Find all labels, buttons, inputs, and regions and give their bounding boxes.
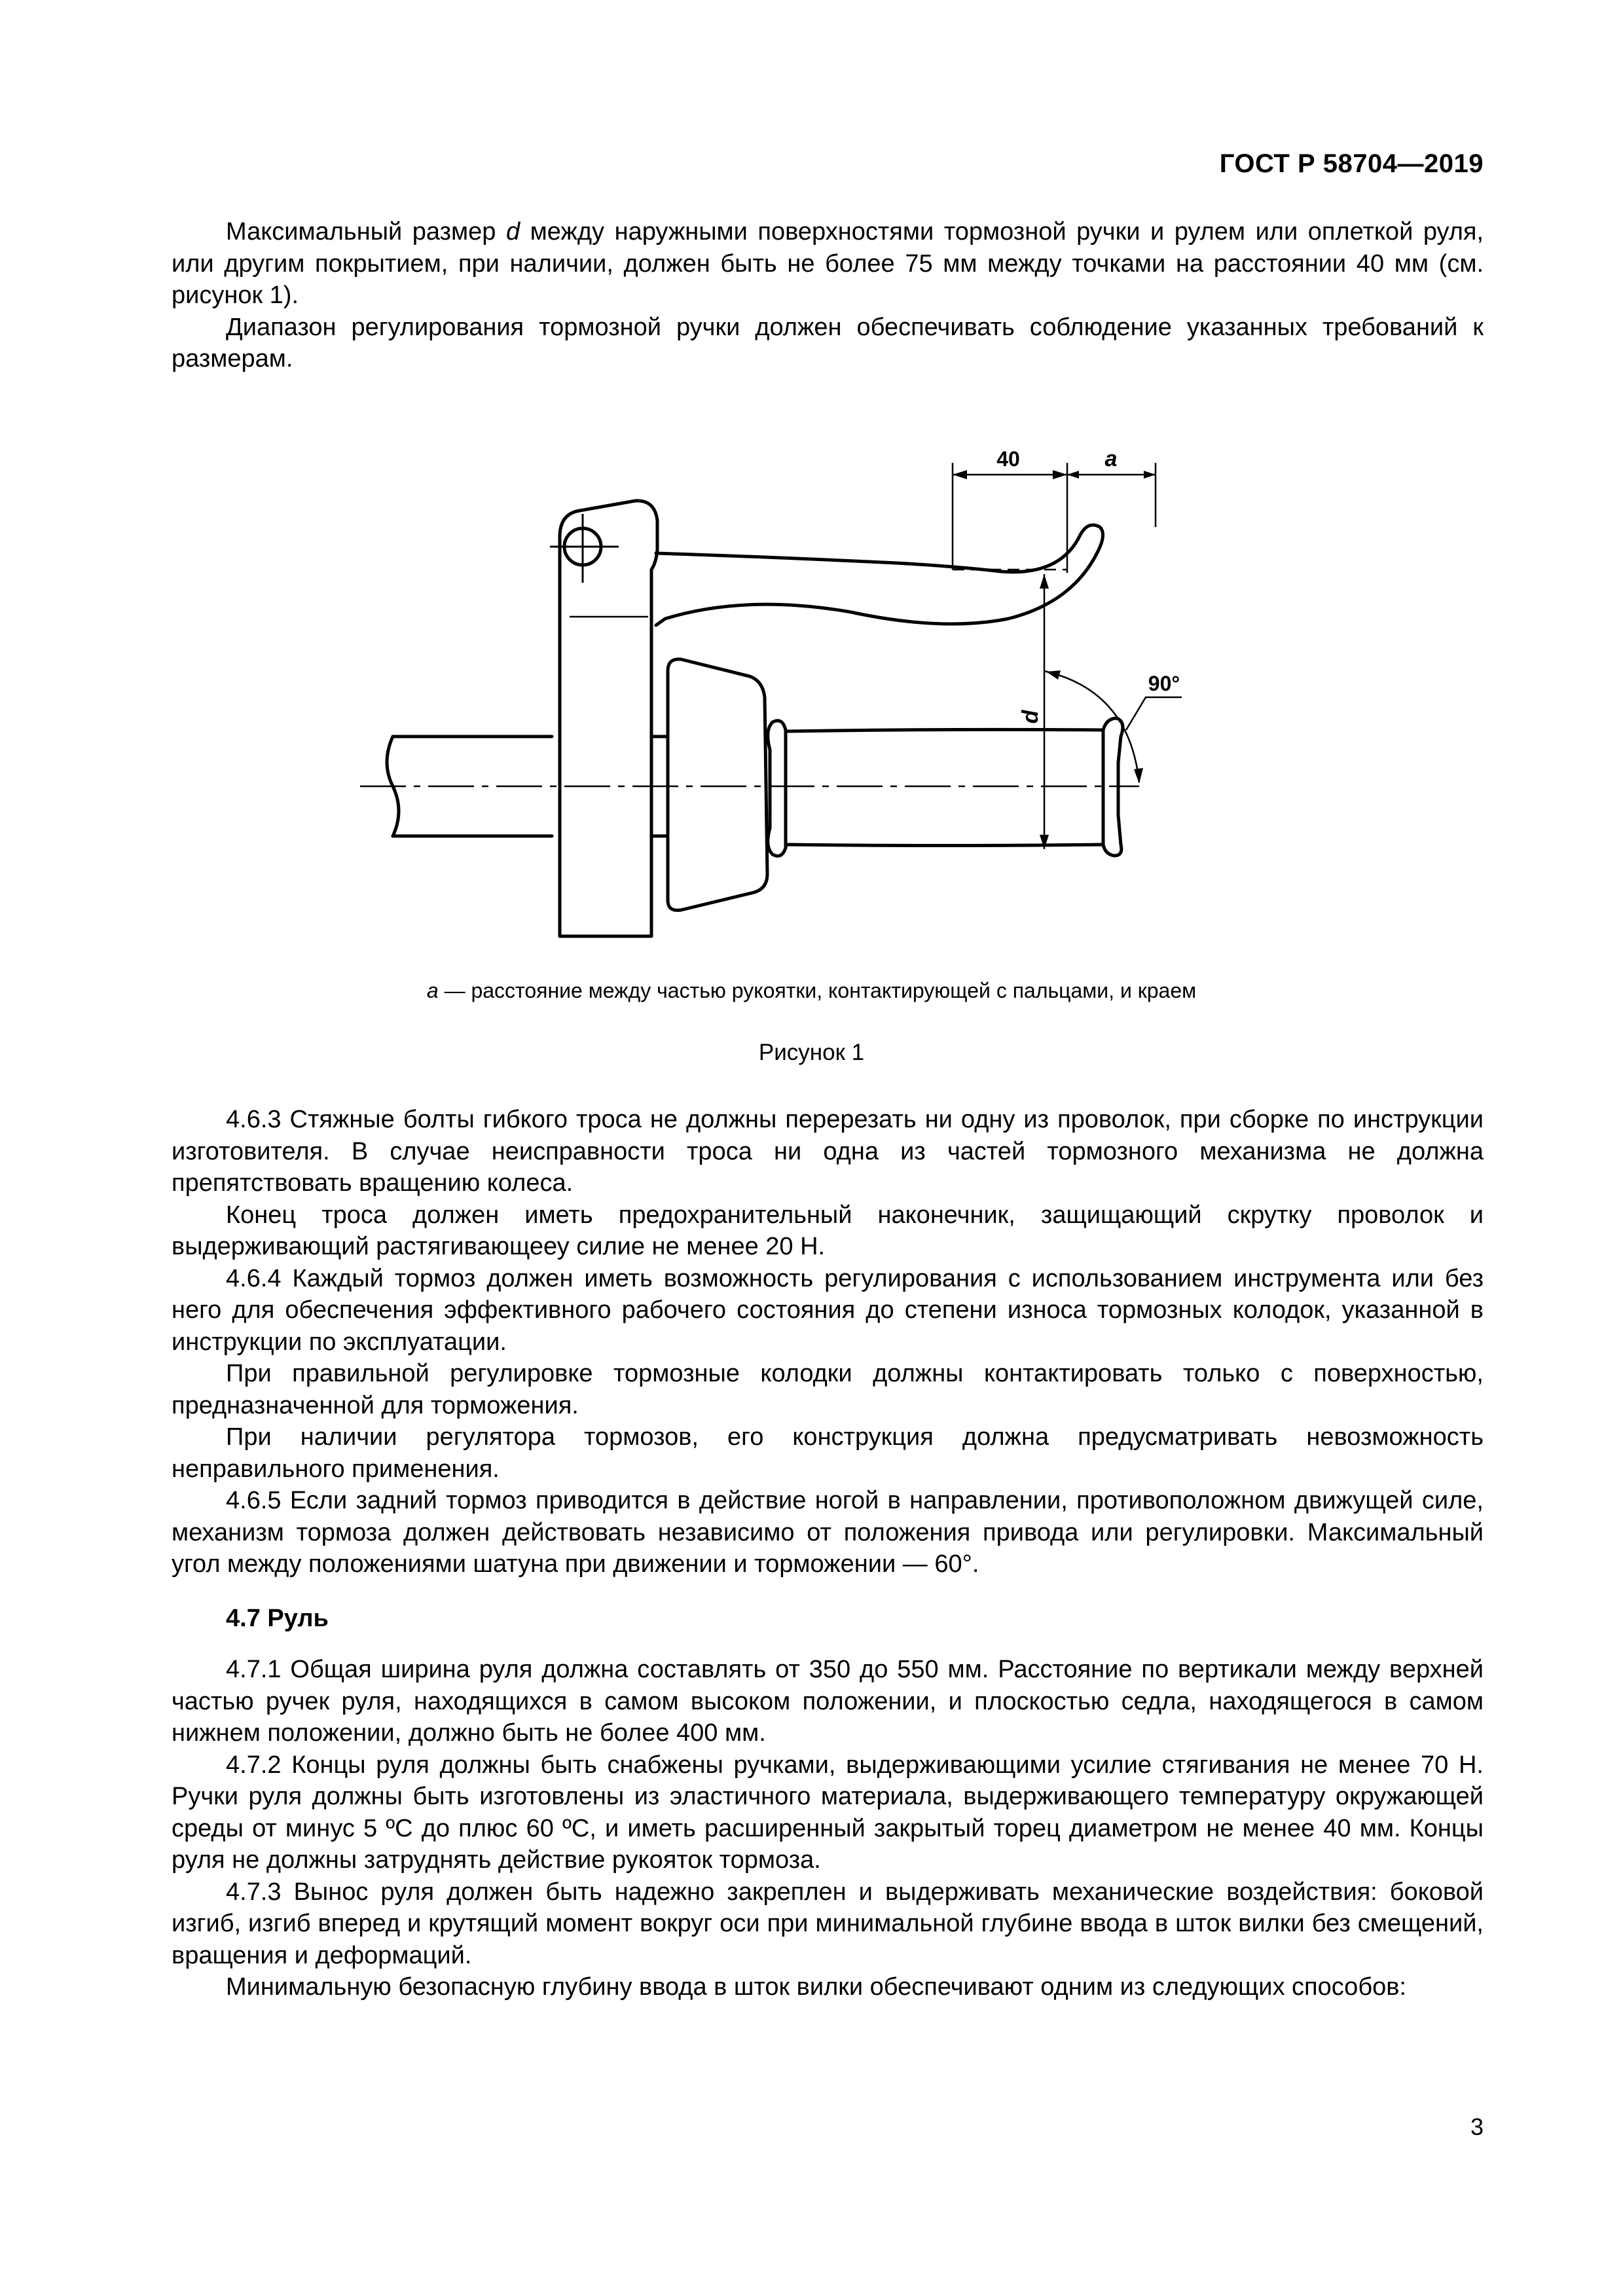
figure-note-symbol: a <box>426 979 439 1002</box>
page-number: 3 <box>1470 2113 1484 2140</box>
paragraph-4-6-5: 4.6.5 Если задний тормоз приводится в действие ногой в направлении, противоположном движущей силе, механизм тормоза должен действовать независимо от положения привода или регулировки. Максимальный угол между положениями шатуна при движении и торможении — 60°. <box>172 1487 1484 1578</box>
intro-text <box>172 216 1484 375</box>
angle-arc <box>1044 671 1139 782</box>
paragraph-4-6-4: 4.6.4 Каждый тормоз должен иметь возможность регулирования с использованием инструмента или без него для обеспечения эффективного рабочего состояния до степени износа тормозных колодок, указанной в инструкции по эксплуатации. <box>172 1264 1484 1356</box>
intro-paragraph-1: Максимальный размер d между наружными поверхностями тормозной ручки и рулем или оплеткой руля, или другим покрытием, при наличии, должен быть не более 75 мм между точками на расстоянии 40 мм (см. рисунок 1). <box>172 218 1484 309</box>
figure-1-drawing <box>354 422 1250 946</box>
body-text <box>172 1104 1484 2003</box>
document-header: ГОСТ Р 58704—2019 <box>1219 149 1484 178</box>
grip-collar <box>668 659 767 911</box>
paragraph-4-7-1: 4.7.1 Общая ширина руля должна составлять от 350 до 550 мм. Расстояние по вертикали между верхней частью ручек руля, находящихся в самом высоком положении, и плоскостью седла, находящегося в самом нижнем положении, должно быть не более 400 мм. <box>172 1656 1484 1747</box>
lever-clamp-body <box>560 501 657 936</box>
arrow-angle-bottom <box>1134 768 1143 784</box>
paragraph-4-7-2: 4.7.2 Концы руля должны быть снабжены ручками, выдерживающими усилие стягивания не менее 70 Н. Ручки руля должны быть изготовлены из эластичного материала, выдерживающего температуру окружающей среды от минус 5 ºС до плюс 60 ºС, и иметь расширенный закрытый торец диаметром не менее 40 мм. Концы руля не должны затруднять действие рукояток тормоза. <box>172 1751 1484 1874</box>
arrow-a-right <box>1144 471 1156 479</box>
dim-label-d: d <box>1018 710 1043 724</box>
paragraph-4-6-3: 4.6.3 Стяжные болты гибкого троса не должны перерезать ни одну из проволок, при сборке по инструкции изготовителя. В случае неисправности троса ни одна из частей тормозного механизма не должна препятствовать вращению колеса. <box>172 1106 1484 1197</box>
figure-note <box>0 979 1623 1003</box>
angle-label: 90° <box>1148 672 1180 695</box>
angle-leader <box>1126 697 1182 730</box>
dim-label-a: a <box>1104 446 1118 471</box>
paragraph-cable-end: Конец троса должен иметь предохранительный наконечник, защищающий скрутку проволок и выдерживающий растягивающееу силие не менее 20 Н. <box>172 1201 1484 1260</box>
paragraph-min-depth: Минимальную безопасную глубину ввода в шток вилки обеспечивают одним из следующих способов: <box>226 1973 1406 2001</box>
arrow-40-left <box>953 470 967 479</box>
figure-caption: Рисунок 1 <box>758 1040 865 1065</box>
figure-note-text: — расстояние между частью рукоятки, контактирующей с пальцами, и краем <box>438 979 1197 1002</box>
dim-label-40: 40 <box>996 447 1020 471</box>
paragraph-regulator: При наличии регулятора тормозов, его конструкция должна предусматривать невозможность неправильного применения. <box>172 1423 1484 1483</box>
arrow-40-right <box>1053 470 1067 479</box>
paragraph-4-7-3: 4.7.3 Вынос руля должен быть надежно закреплен и выдерживать механические воздействия: боковой изгиб, изгиб вперед и крутящий момент вокруг оси при минимальной глубине ввода в шток вилки без смещений, вращения и деформаций. <box>172 1878 1484 1969</box>
section-heading-4-7: 4.7 Руль <box>226 1604 329 1632</box>
lever-arm <box>656 525 1103 625</box>
arrow-a-left <box>1067 471 1079 479</box>
intro-paragraph-2: Диапазон регулирования тормозной ручки должен обеспечивать соблюдение указанных требований к размерам. <box>172 313 1484 373</box>
arrow-d-top <box>1040 574 1049 589</box>
arrow-d-bottom <box>1040 835 1049 849</box>
brake-lever-diagram <box>354 422 1250 946</box>
arrow-angle-top <box>1046 670 1061 680</box>
paragraph-brake-pads: При правильной регулировке тормозные колодки должны контактировать только с поверхностью, предназначенной для торможения. <box>172 1360 1484 1419</box>
